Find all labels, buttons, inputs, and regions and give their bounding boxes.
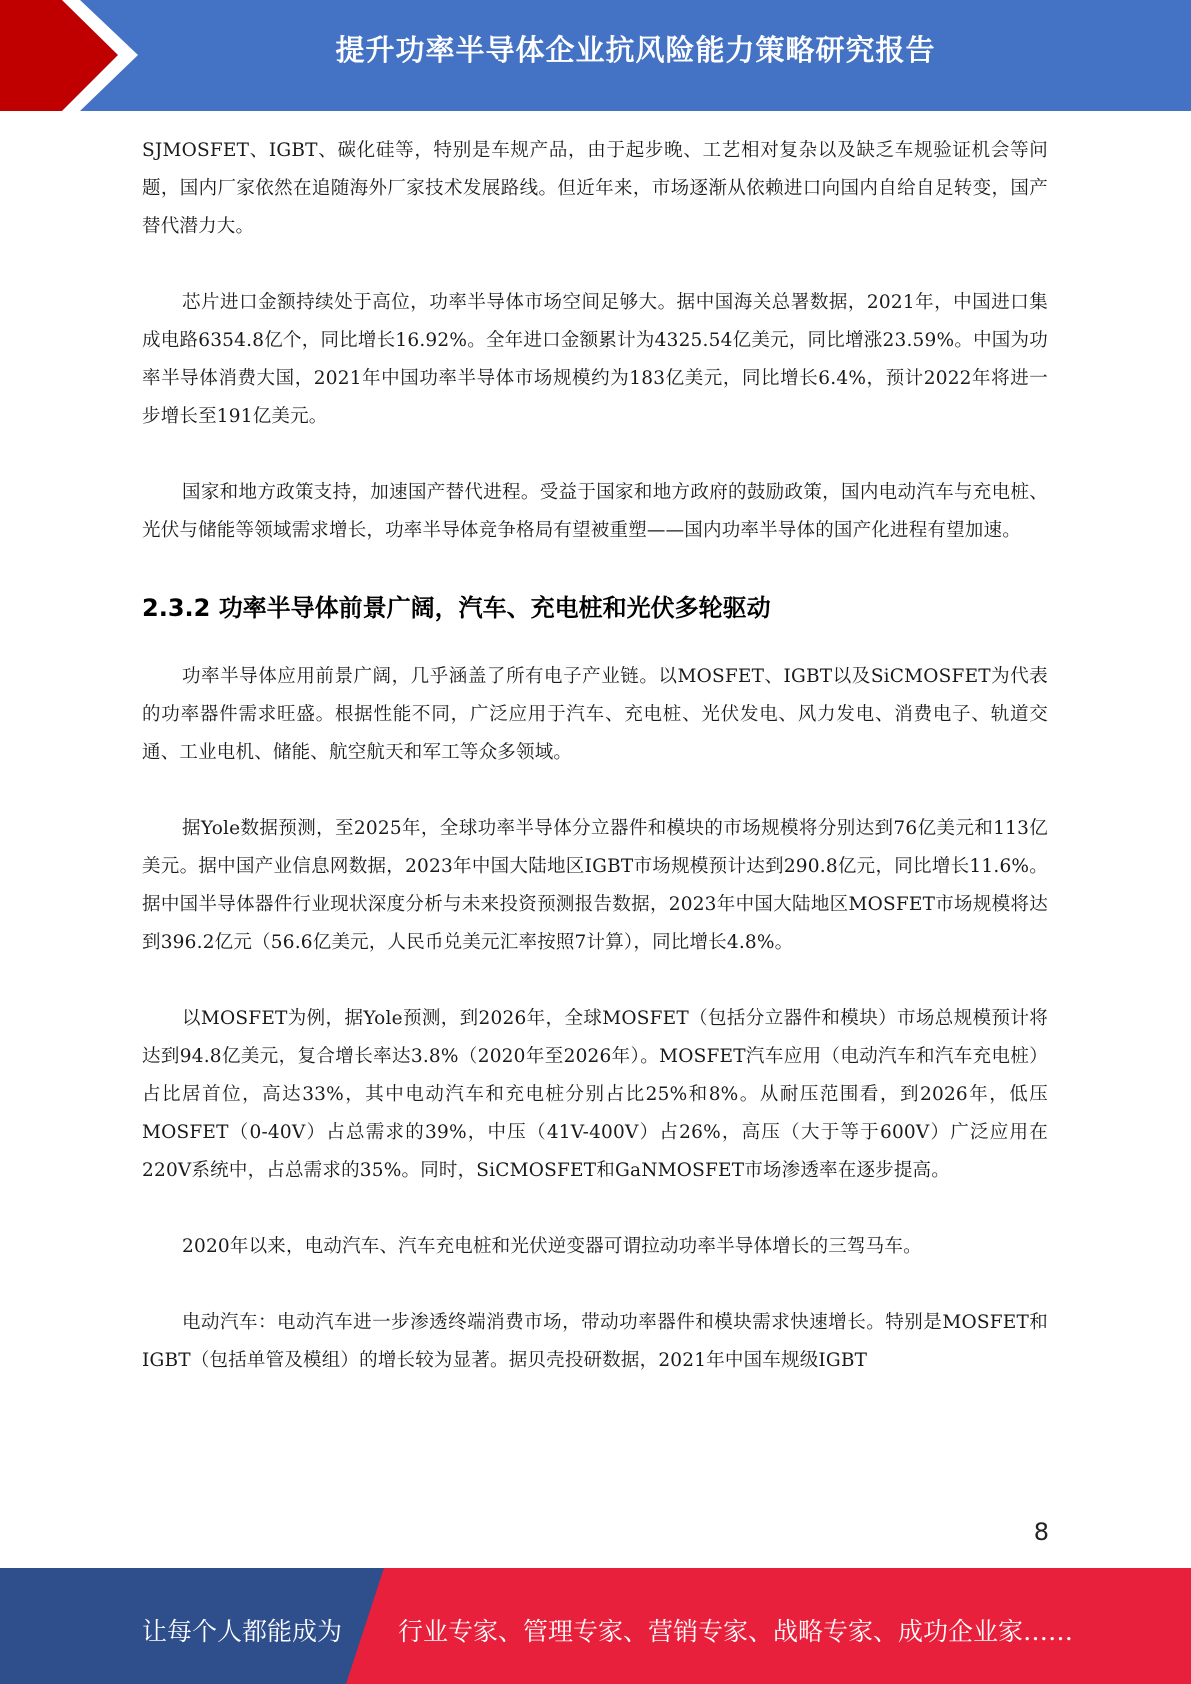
paragraph: 功率半导体应用前景广阔，几乎涵盖了所有电子产业链。以MOSFET、IGBT以及SiCMOSFET为代表的功率器件需求旺盛。根据性能不同，广泛应用于汽车、充电桩、光伏发电、风力发电、消费电子、轨道交通、工业电机、储能、航空航天和军工等众多领域。 [142,666,1048,763]
paragraph: 芯片进口金额持续处于高位，功率半导体市场空间足够大。据中国海关总署数据，2021年，中国进口集成电路6354.8亿个，同比增长16.92%。全年进口金额累计为4325.54亿美元，同比增涨23.59%。中国为功率半导体消费大国，2021年中国功率半导体市场规模约为183亿美元，同比增长6.4%，预计2022年将进一步增长至191亿美元。 [142,292,1048,427]
header-arrow-decoration [0,0,150,111]
paragraph: 据Yole数据预测，至2025年，全球功率半导体分立器件和模块的市场规模将分别达到76亿美元和113亿美元。据中国产业信息网数据，2023年中国大陆地区IGBT市场规模预计达到290.8亿元，同比增长11.6%。据中国半导体器件行业现状深度分析与未来投资预测报告数据，2023年中国大陆地区MOSFET市场规模将达到396.2亿元（56.6亿美元，人民币兑美元汇率按照7计算），同比增长4.8%。 [142,818,1048,953]
paragraph: 电动汽车：电动汽车进一步渗透终端消费市场，带动功率器件和模块需求快速增长。特别是MOSFET和IGBT（包括单管及模组）的增长较为显著。据贝壳投研数据，2021年中国车规级IGBT [142,1312,1048,1371]
paragraph: SJMOSFET、IGBT、碳化硅等，特别是车规产品，由于起步晚、工艺相对复杂以及缺乏车规验证机会等问题，国内厂家依然在追随海外厂家技术发展路线。但近年来，市场逐渐从依赖进口向国内自给自足转变，国产替代潜力大。 [142,140,1048,237]
document-body [142,132,1048,1418]
paragraph: 2020年以来，电动汽车、汽车充电桩和光伏逆变器可谓拉动功率半导体增长的三驾马车。 [182,1236,922,1257]
footer-slogan-left: 让每个人都能成为 [142,1617,343,1646]
footer-slogan-right: 行业专家、管理专家、营销专家、战略专家、成功企业家…… [398,1617,1074,1646]
section-heading: 2.3.2 功率半导体前景广阔，汽车、充电桩和光伏多轮驱动 [142,594,771,622]
page-footer [0,1568,1191,1684]
report-title: 提升功率半导体企业抗风险能力策略研究报告 [335,33,936,67]
paragraph: 国家和地方政策支持，加速国产替代进程。受益于国家和地方政府的鼓励政策，国内电动汽车与充电桩、光伏与储能等领域需求增长，功率半导体竞争格局有望被重塑——国内功率半导体的国产化进程有望加速。 [142,482,1048,541]
paragraph: 以MOSFET为例，据Yole预测，到2026年，全球MOSFET（包括分立器件和模块）市场总规模预计将达到94.8亿美元，复合增长率达3.8%（2020年至2026年）。MOSFET汽车应用（电动汽车和汽车充电桩）占比居首位，高达33%，其中电动汽车和充电桩分别占比25%和8%。从耐压范围看，到2026年，低压MOSFET（0-40V）占总需求的39%，中压（41V-400V）占26%，高压（大于等于600V）广泛应用在220V系统中，占总需求的35%。同时，SiCMOSFET和GaNMOSFET市场渗透率在逐步提高。 [142,1008,1048,1181]
page-header [0,0,1191,111]
page-number: 8 [1033,1518,1049,1546]
